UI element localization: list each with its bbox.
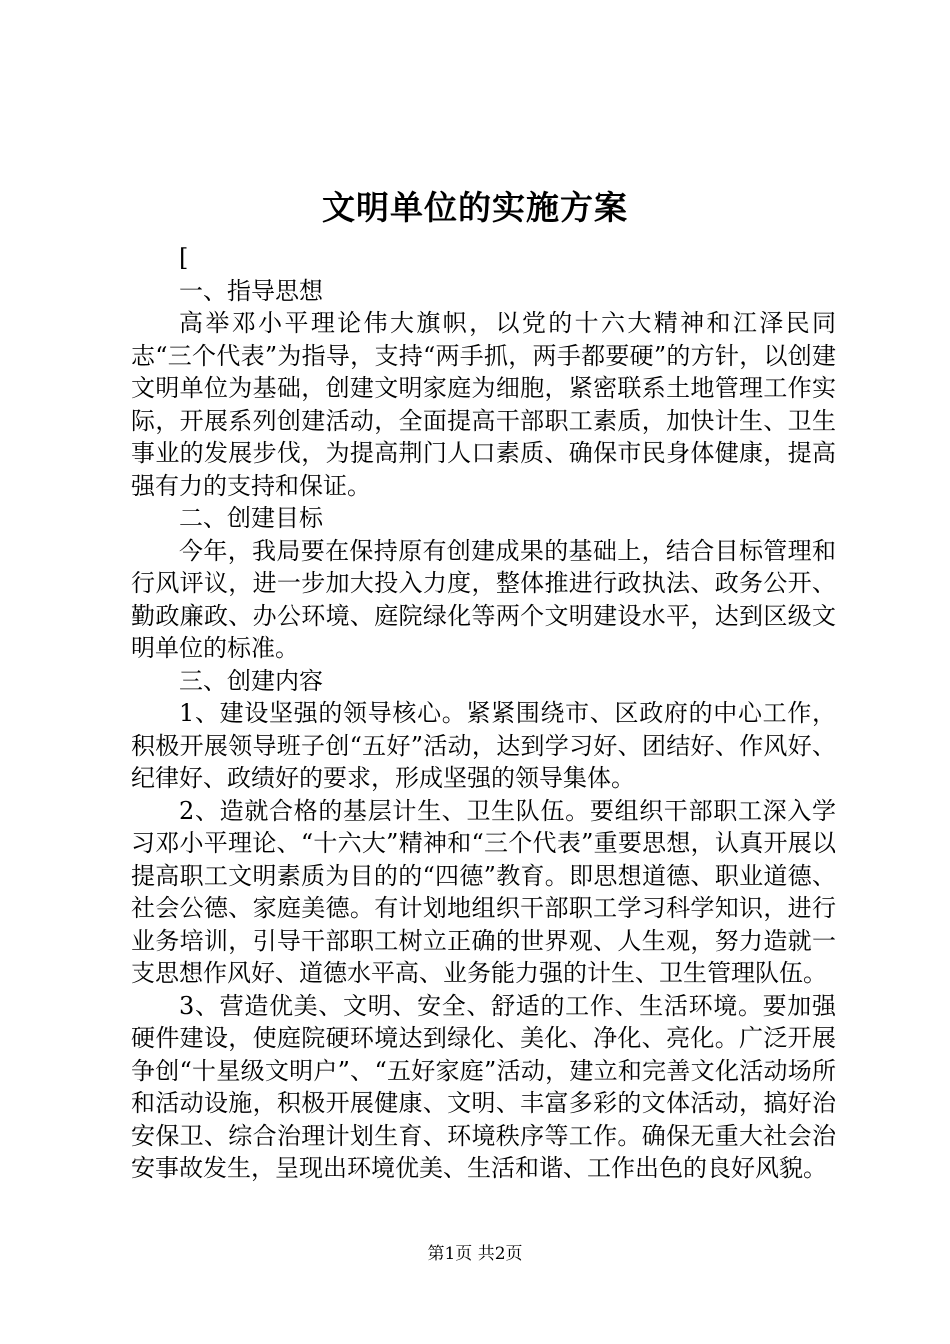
section-heading-goals: 二、创建目标 <box>179 504 323 532</box>
bracket-line: [ <box>179 244 189 272</box>
paragraph-guiding-thought: 高举邓小平理论伟大旗帜，以党的十六大精神和江泽民同志“三个代表”为指导，支持“两手抓，两手都要硬”的方针，以创建文明单位为基础，创建文明家庭为细胞，紧密联系土地管理工作实际，开展系列创建活动，全面提高干部职工素质，加快计生、卫生事业的发展步伐，为提高荆门人口素质、确保市民身体健康，提高强有力的支持和保证。 <box>131 309 836 500</box>
paragraph-item-2: 2、造就合格的基层计生、卫生队伍。要组织干部职工深入学习邓小平理论、“十六大”精神和“三个代表”重要思想，认真开展以提高职工文明素质为目的的“四德”教育。即思想道德、职业道德、社会公德、家庭美德。有计划地组织干部职工学习科学知识，进行业务培训，引导干部职工树立正确的世界观、人生观，努力造就一支思想作风好、道德水平高、业务能力强的计生、卫生管理队伍。 <box>131 796 836 987</box>
paragraph-item-1: 1、建设坚强的领导核心。紧紧围绕市、区政府的中心工作，积极开展领导班子创“五好”活动，达到学习好、团结好、作风好、纪律好、政绩好的要求，形成坚强的领导集体。 <box>131 699 836 792</box>
section-heading-guiding-thought: 一、指导思想 <box>179 276 323 305</box>
paragraph-item-3: 3、营造优美、文明、安全、舒适的工作、生活环境。要加强硬件建设，使庭院硬环境达到绿化、美化、净化、亮化。广泛开展争创“十星级文明户”、“五好家庭”活动，建立和完善文化活动场所和活动设施，积极开展健康、文明、丰富多彩的文体活动，搞好治安保卫、综合治理计划生育、环境秩序等工作。确保无重大社会治安事故发生，呈现出环境优美、生活和谐、工作出色的良好风貌。 <box>131 991 836 1182</box>
document-title: 文明单位的实施方案 <box>322 188 628 227</box>
section-heading-content: 三、创建内容 <box>179 666 323 695</box>
paragraph-goals: 今年，我局要在保持原有创建成果的基础上，结合目标管理和行风评议，进一步加大投入力度，整体推进行政执法、政务公开、勤政廉政、办公环境、庭院绿化等两个文明建设水平，达到区级文明单位的标准。 <box>131 536 836 662</box>
page-footer: 第1页 共2页 <box>427 1244 523 1264</box>
document-body <box>131 242 836 1185</box>
